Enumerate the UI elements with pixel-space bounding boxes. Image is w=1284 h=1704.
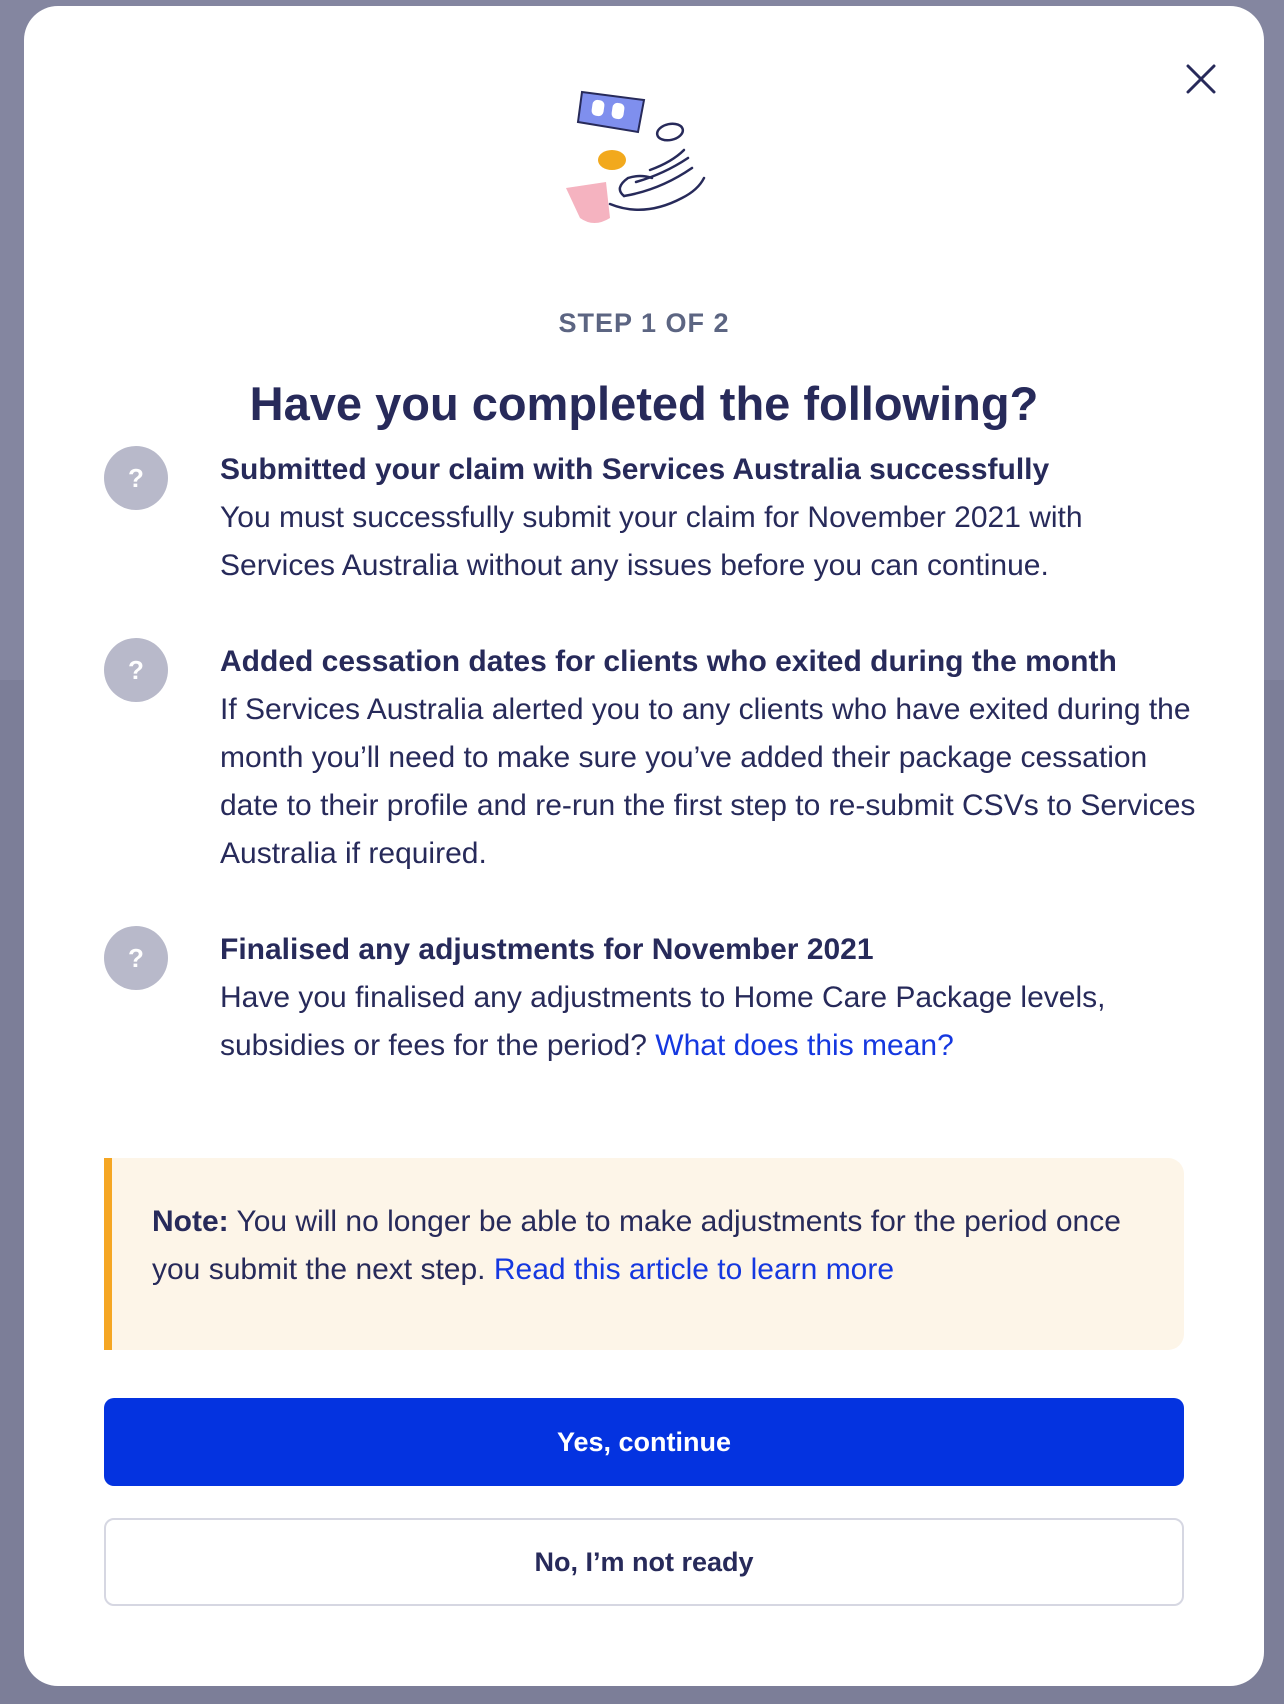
learn-more-link[interactable]: Read this article to learn more [493, 1253, 895, 1286]
not-ready-button[interactable]: No, I’m not ready [104, 1518, 1184, 1606]
checklist-body: You must successfully submit your claim for November 2021 with Services Australia without any issues before you can continue. [220, 501, 1083, 582]
payment-hand-illustration [564, 78, 764, 248]
close-icon [1186, 64, 1216, 94]
confirmation-modal [24, 6, 1264, 1686]
modal-title: Have you completed the following? [249, 377, 1039, 430]
banknote-icon [578, 92, 644, 132]
help-icon[interactable]: ? [104, 638, 168, 702]
yes-continue-button[interactable]: Yes, continue [104, 1398, 1184, 1486]
help-icon[interactable]: ? [104, 446, 168, 510]
step-indicator: STEP 1 OF 2 [558, 308, 730, 338]
checklist-heading: Added cessation dates for clients who exited during the month [220, 645, 1117, 678]
help-icon[interactable]: ? [104, 926, 168, 990]
checklist-body: Have you finalised any adjustments to Home Care Package levels, subsidies or fees for the period? What does this mean? [220, 981, 1106, 1062]
what-does-this-mean-link[interactable]: What does this mean? [655, 1029, 954, 1062]
close-button[interactable] [1176, 54, 1226, 104]
coin-outline-icon [656, 121, 685, 142]
pink-shape-icon [566, 182, 610, 223]
note-text: Note: You will no longer be able to make adjustments for the period once you submit the next step. Read this article to learn more [152, 1205, 1121, 1286]
checklist-heading: Finalised any adjustments for November 2021 [220, 933, 874, 966]
note-label: Note: [152, 1205, 229, 1238]
note-callout [104, 1158, 1184, 1350]
checklist-heading: Submitted your claim with Services Australia successfully [220, 453, 1050, 486]
checklist-body: If Services Australia alerted you to any clients who have exited during the month you’ll need to make sure you’ve added their package cessation date to their profile and re-run the first step to re-submit CSVs to Services Australia if required. [220, 693, 1196, 870]
coin-icon [598, 150, 626, 170]
